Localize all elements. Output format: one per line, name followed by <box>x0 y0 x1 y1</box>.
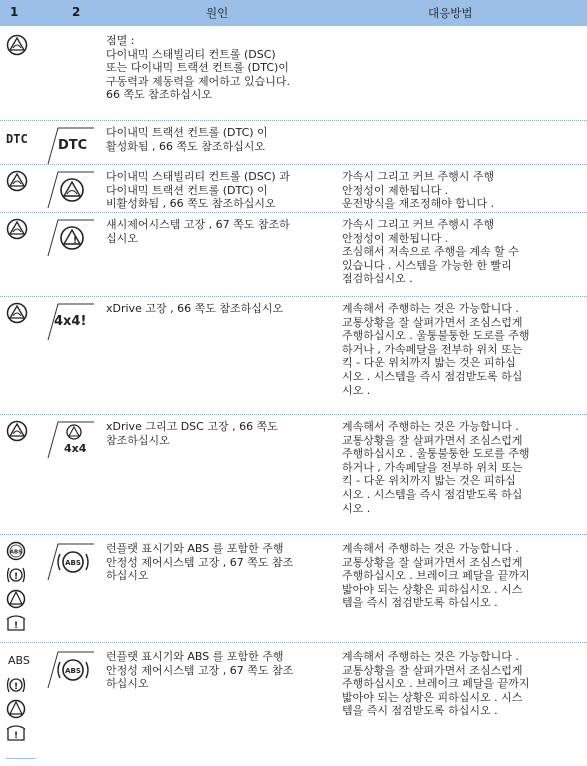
table-row <box>0 166 587 212</box>
action-text: 가속시 그리고 커브 주행시 주행 안정성이 제한됩니다 . 운전방식을 재조정해야 합니다 . <box>342 170 495 211</box>
cause-text: 다이내믹 트랙션 컨트롤 (DTC) 이 활성화됨 , 66 쪽도 참조하십시오 <box>106 126 268 153</box>
abs-runflat-icon <box>44 650 96 690</box>
svg-text:!: ! <box>73 236 78 246</box>
dtc-icon-label: DTC <box>58 138 88 153</box>
action-text: 가속시 그리고 커브 주행시 주행 안정성이 제한됩니다 . 조심해서 저속으로 주행을 계속 할 수 있습니다 . 시스템을 가능한 한 빨리 점검하십시오 . <box>342 218 519 286</box>
table-row <box>0 214 587 296</box>
dsc-warning-icon <box>6 218 38 244</box>
warning-icon-stack <box>6 540 38 642</box>
header-col1: 1 <box>10 5 19 19</box>
cause-text: 런플랫 표시기와 ABS 를 포함한 주행 안정성 제어시스템 고장 , 67 쪽도 참조 하십시오 <box>106 542 294 583</box>
row-divider <box>6 758 36 759</box>
dsc-off-icon <box>44 170 96 210</box>
xdrive-dsc-fault-icon <box>44 420 96 460</box>
header-action: 대응방법 <box>428 6 473 20</box>
action-text: 계속해서 주행하는 것은 가능합니다 . 교통상황을 잘 살펴가면서 조심스럽게 주행하십시오 . 울퉁불퉁한 도로를 주행 하거나 , 가속페달을 전부하 위치 또는 킥 - 다운 위치까지 밟는 것은 피하십 시오 . 시스템을 즉시 점검받도록 하십 시오 . <box>342 420 530 515</box>
table-row <box>0 538 587 642</box>
svg-text:ABS: ABS <box>9 549 23 556</box>
xdrive-icon-label: 4x4! <box>54 314 87 329</box>
svg-text:!: ! <box>13 621 19 631</box>
dsc-warning-icon <box>6 302 38 328</box>
action-text: 계속해서 주행하는 것은 가능합니다 . 교통상황을 잘 살펴가면서 조심스럽게 주행하십시오 . 브레이크 페달을 끝까지 밟아야 되는 상황은 피하십시오 . 시스 템을 즉시 점검받도록 하십시오 . <box>342 542 530 610</box>
dsc-warning-icon <box>6 170 38 196</box>
row-divider <box>0 212 587 213</box>
row-divider <box>0 534 587 535</box>
table-row <box>0 122 587 164</box>
svg-text:ABS: ABS <box>65 667 81 675</box>
table-row <box>0 646 587 756</box>
svg-text:!: ! <box>13 731 19 741</box>
xdrive-dsc-icon-label: 4x4 <box>64 442 87 455</box>
cause-text: xDrive 그리고 DSC 고장 , 66 쪽도 참조하십시오 <box>106 420 278 447</box>
row-divider <box>0 414 587 415</box>
table-header <box>0 0 587 26</box>
cause-text: xDrive 고장 , 66 쪽도 참조하십시오 <box>106 302 284 315</box>
svg-text:!: ! <box>13 572 19 582</box>
dtc-icon <box>44 126 96 166</box>
cause-text: 런플랫 표시기와 ABS 를 포함한 주행 안정성 제어시스템 고장 , 67 쪽도 참조 하십시오 <box>106 650 294 691</box>
svg-text:!: ! <box>13 682 19 692</box>
action-text: 계속해서 주행하는 것은 가능합니다 . 교통상황을 잘 살펴가면서 조심스럽게 주행하십시오 . 울퉁불퉁한 도로를 주행 하거나 , 가속페달을 전부하 위치 또는 킥 - 다운 위치까지 밟는 것은 피하십 시오 . 시스템을 즉시 점검받도록 하십 시오 . <box>342 302 530 397</box>
row-divider <box>0 642 587 643</box>
table-row <box>0 298 587 414</box>
chassis-fault-icon <box>44 218 96 258</box>
abs-text-indicator: ABS <box>8 654 30 667</box>
header-cause: 원인 <box>206 6 229 20</box>
abs-runflat-icon <box>44 542 96 582</box>
row-divider <box>0 120 587 121</box>
dtc-text-indicator <box>6 128 38 147</box>
dtc-label: DTC <box>6 132 28 146</box>
row-divider <box>0 164 587 165</box>
row-divider <box>0 296 587 297</box>
xdrive-fault-icon <box>44 302 96 342</box>
cause-text: 다이내믹 스태빌리티 컨트롤 (DSC) 과 다이내믹 트랙션 컨트롤 (DTC) 이 비활성화됨 , 66 쪽도 참조하십시오 <box>106 170 290 211</box>
header-col2: 2 <box>72 5 81 19</box>
table-row <box>0 416 587 534</box>
action-text: 계속해서 주행하는 것은 가능합니다 . 교통상황을 잘 살펴가면서 조심스럽게 주행하십시오 . 브레이크 페달을 끝까지 밟아야 되는 상황은 피하십시오 . 시스 템을 즉시 점검받도록 하십시오 . <box>342 650 530 718</box>
table-row <box>0 30 587 120</box>
dsc-warning-icon <box>6 34 38 60</box>
svg-text:ABS: ABS <box>65 559 81 567</box>
cause-text: 섀시제어시스템 고장 , 67 쪽도 참조하 십시오 <box>106 218 290 245</box>
dsc-warning-icon <box>6 420 38 446</box>
cause-text: 점멸 : 다이내믹 스태빌리티 컨트롤 (DSC) 또는 다이내믹 트랙션 컨트롤 (DTC)이 구동력과 제동력을 제어하고 있습니다. 66 쪽도 참조하십시오 <box>106 34 291 102</box>
